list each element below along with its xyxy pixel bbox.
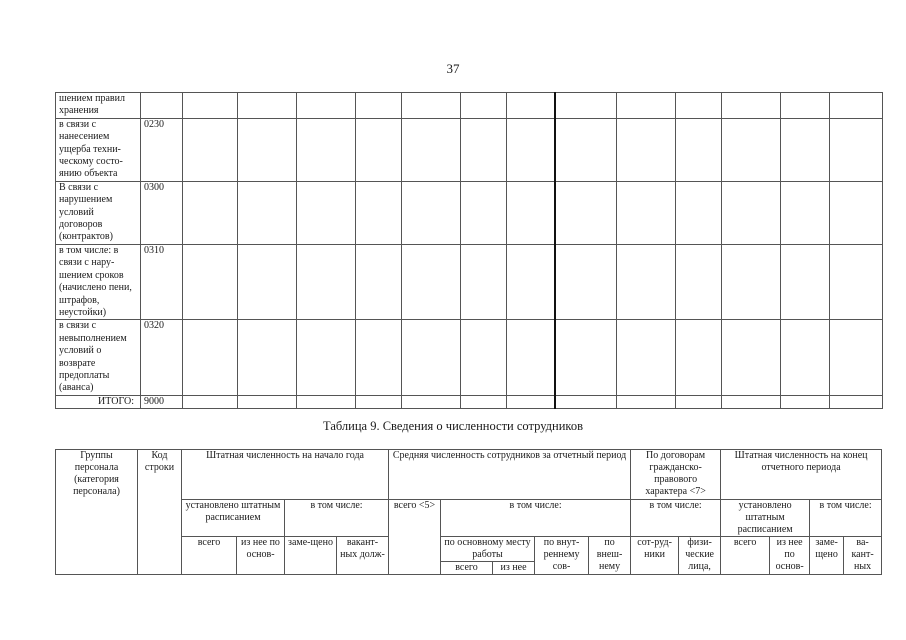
- table-row: [56, 93, 883, 119]
- header-group: Группы персонала (категория персонала): [56, 450, 138, 575]
- table-8: [55, 92, 883, 409]
- total-label: ИТОГО:: [56, 395, 141, 408]
- header-vacant: вакант-ных долж-: [337, 537, 389, 575]
- header-external: по внеш-нему: [589, 537, 631, 575]
- header-internal: по внут-реннему сов-: [535, 537, 589, 575]
- header-total-5: всего <5>: [389, 500, 441, 575]
- header-including: в том числе:: [810, 500, 882, 537]
- header-average: Средняя численность сотрудников за отчетный период: [389, 450, 631, 500]
- total-row: [56, 395, 883, 408]
- table-9: [55, 449, 882, 575]
- header-including: в том числе:: [631, 500, 721, 537]
- header-start-of-year: Штатная численность на начало года: [182, 450, 389, 500]
- header-employees: сот-руд-ники: [631, 537, 679, 575]
- header-of-which-main-end: из нее по основ-: [770, 537, 810, 575]
- header-of-which-main: из нее по основ-: [237, 537, 285, 575]
- table-row: [56, 181, 883, 244]
- header-code: Код строки: [138, 450, 182, 575]
- row-code: 0300: [141, 181, 183, 244]
- row-code: 0230: [141, 118, 183, 181]
- header-filled: заме-щено: [285, 537, 337, 575]
- row-label: шением правил хранения: [56, 93, 141, 119]
- header-vacant-end: ва-кант-ных: [844, 537, 882, 575]
- row-code: 0320: [141, 320, 183, 395]
- row-code: 0310: [141, 244, 183, 319]
- header-civil-contracts: По договорам гражданско-правового характера <7>: [631, 450, 721, 500]
- header-total: всего: [182, 537, 237, 575]
- header-filled-end: заме-щено: [810, 537, 844, 575]
- header-total-end: всего: [721, 537, 770, 575]
- header-including: в том числе:: [285, 500, 389, 537]
- row-label: в том числе: в связи с нару-шением сроков (начислено пени, штрафов, неустойки): [56, 244, 141, 319]
- table-row: [56, 320, 883, 395]
- row-label: в связи с нанесением ущерба техни-ческому состо-янию объекта: [56, 118, 141, 181]
- table-9-title: Таблица 9. Сведения о численности сотрудников: [323, 419, 583, 433]
- header-individuals: физи-ческие лица,: [679, 537, 721, 575]
- header-main-total: всего: [441, 562, 493, 575]
- header-established: установлено штатным расписанием: [721, 500, 810, 537]
- page-number: 37: [446, 61, 460, 76]
- total-code: 9000: [141, 395, 183, 408]
- header-including: в том числе:: [441, 500, 631, 537]
- header-main-of-which: из нее: [493, 562, 535, 575]
- row-code: [141, 93, 183, 119]
- row-label: В связи с нарушением условий договоров (контрактов): [56, 181, 141, 244]
- table-row: [56, 118, 883, 181]
- header-main-job: по основному месту работы: [441, 537, 535, 562]
- table-row: [56, 244, 883, 319]
- row-label: в связи с невыполнением условий о возврате предоплаты (аванса): [56, 320, 141, 395]
- header-end-of-period: Штатная численность на конец отчетного периода: [721, 450, 882, 500]
- header-established: установлено штатным расписанием: [182, 500, 285, 537]
